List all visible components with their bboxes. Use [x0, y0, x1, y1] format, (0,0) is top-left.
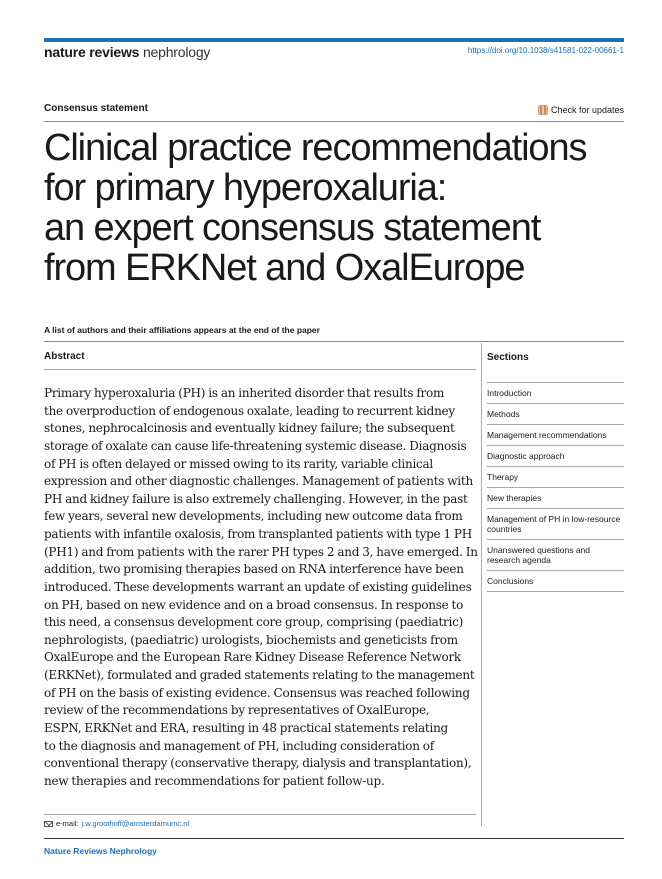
abstract-line: PH and kidney failure is also extremely challenging. However, in the past — [44, 491, 468, 506]
abstract-line: ESPN, ERKNet and ERA, resulting in 48 practical statements relating — [44, 720, 448, 735]
sections-heading: Sections — [487, 351, 624, 383]
abstract-line: storage of oxalate can cause life-threatening systemic disease. Diagnosis — [44, 438, 467, 453]
abstract-line: of PH is often delayed or missed owing to its rarity, variable clinical — [44, 456, 434, 471]
abstract-line: introduced. These developments warrant an update of existing guidelines — [44, 579, 472, 594]
authors-note: A list of authors and their affiliations appears at the end of the paper — [44, 325, 320, 335]
abstract-heading: Abstract — [44, 351, 85, 362]
footer-divider — [44, 838, 624, 839]
abstract-line: patients with infantile oxalosis, from transplanted patients with type 1 PH — [44, 527, 472, 541]
title-line: Clinical practice recommendations — [44, 127, 587, 169]
document-type: Consensus statement — [44, 103, 148, 114]
sections-nav — [487, 351, 624, 592]
title-line: from ERKNet and OxalEurope — [44, 247, 525, 289]
check-updates-label: Check for updates — [550, 105, 624, 115]
title-line: an expert consensus statement — [44, 207, 541, 249]
divider — [44, 814, 476, 815]
journal-name-light: nephrology — [142, 44, 211, 60]
abstract-line: of PH on the basis of existing evidence. Consensus was reached following — [44, 685, 470, 700]
abstract-line: expression and other diagnostic challenges. Management of patients with — [44, 474, 473, 489]
divider — [44, 121, 624, 122]
section-link-low-resource-countries[interactable]: Management of PH in low-resource countries — [487, 509, 624, 540]
journal-logo[interactable] — [44, 44, 210, 60]
abstract-line: conventional therapy (conservative therapy, dialysis and transplantation), — [44, 756, 472, 771]
abstract-line: review of the recommendations by representatives of OxalEurope, — [44, 703, 430, 718]
correspondence-email — [44, 819, 189, 828]
column-divider — [481, 343, 482, 826]
abstract-line: the overproduction of endogenous oxalate, leading to recurrent kidney — [44, 403, 455, 418]
abstract-line: Primary hyperoxaluria (PH) is an inherited disorder that results from — [44, 386, 445, 400]
abstract-line: (PH1) and from patients with the rarer PH types 2 and 3, have emerged. In — [44, 544, 478, 559]
article-title — [44, 128, 624, 288]
abstract-line: nephrologists, (paediatric) urologists, biochemists and geneticists from — [44, 632, 458, 647]
section-link-methods[interactable]: Methods — [487, 404, 624, 425]
abstract-line: new therapies and recommendations for patient follow-up. — [44, 773, 385, 788]
abstract-line: on PH, based on new evidence and on a broad consensus. In response to — [44, 597, 464, 612]
title-line: for primary hyperoxaluria: — [44, 167, 447, 209]
section-link-new-therapies[interactable]: New therapies — [487, 488, 624, 509]
envelope-icon — [44, 821, 53, 827]
abstract-line: OxalEurope and the European Rare Kidney Disease Reference Network — [44, 650, 461, 665]
section-link-introduction[interactable]: Introduction — [487, 383, 624, 404]
abstract-line: to the diagnosis and management of PH, including consideration of — [44, 738, 434, 753]
journal-name-bold: nature reviews — [44, 44, 140, 60]
abstract-line: (ERKNet), formulated and graded statements relating to the management — [44, 668, 475, 682]
abstract-line: stones, nephrocalcinosis and eventually kidney failure; the subsequent — [44, 421, 455, 436]
divider — [44, 341, 624, 342]
email-label: e-mail: — [56, 819, 79, 828]
section-link-diagnostic-approach[interactable]: Diagnostic approach — [487, 446, 624, 467]
header-accent-bar — [44, 38, 624, 42]
section-link-conclusions[interactable]: Conclusions — [487, 571, 624, 592]
abstract-line: addition, two promising therapies based on RNA interference have been — [44, 562, 464, 577]
doi-link[interactable]: https://doi.org/10.1038/s41581-022-00661-1 — [467, 46, 624, 55]
check-updates-button[interactable] — [538, 105, 624, 115]
abstract-text — [44, 385, 480, 790]
divider — [44, 369, 476, 370]
section-link-management-recommendations[interactable]: Management recommendations — [487, 425, 624, 446]
section-link-therapy[interactable]: Therapy — [487, 467, 624, 488]
abstract-line: few years, several new developments, including new outcome data from — [44, 509, 463, 524]
abstract-line: this need, a consensus development core group, comprising (paediatric) — [44, 615, 464, 630]
email-link[interactable]: j.w.groothoff@amsterdamumc.nl — [81, 819, 190, 828]
section-link-unanswered-questions[interactable]: Unanswered questions and research agenda — [487, 540, 624, 571]
check-updates-icon — [538, 105, 548, 115]
footer-journal-name: Nature Reviews Nephrology — [44, 846, 157, 856]
